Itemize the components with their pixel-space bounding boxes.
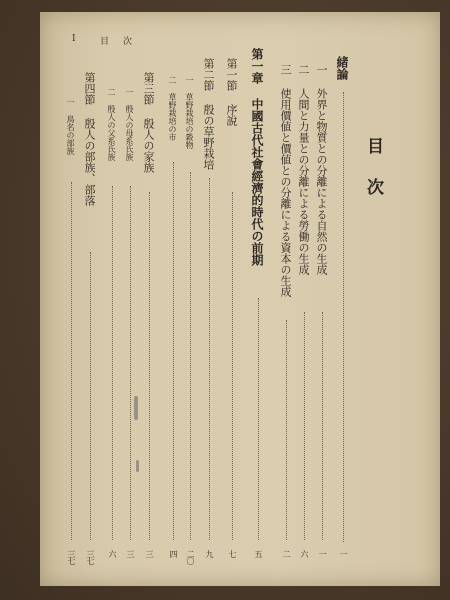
toc-entry-section-2-2 [168, 76, 176, 141]
toc-page-number: 二 [282, 550, 291, 557]
toc-page-number: 六 [300, 550, 309, 557]
toc-entry-label: 一 草野栽培の穀物 [185, 76, 194, 149]
pencil-mark [136, 460, 139, 472]
toc-title: 目次 [363, 137, 383, 219]
toc-page-number: 三 [126, 550, 135, 557]
toc-entry-label: 二 人間と力量との分離による勞働の生成 [297, 64, 310, 275]
toc-entry-intro-1 [316, 64, 327, 275]
toc-leader [304, 312, 305, 540]
toc-entry-section-2 [203, 58, 214, 170]
toc-leader [322, 312, 323, 540]
toc-page-number: 三 [145, 550, 154, 557]
toc-page-number: 七 [228, 550, 237, 557]
toc-entry-label: 三 使用價値と價値との分離による資本の生成 [279, 64, 292, 297]
toc-entry-label: 一 殷人の母系氏族 [125, 88, 134, 161]
toc-leader [112, 186, 113, 540]
toc-entry-label: 一 外界と物質との分離による自然の生成 [315, 64, 328, 275]
toc-entry-label: 第四節 殷人の部族、部落 [83, 72, 96, 206]
toc-entry-chapter-1 [251, 48, 263, 266]
toc-entry-section-4 [84, 72, 95, 206]
toc-entry-label: 第二節 殷の草野栽培 [202, 58, 215, 170]
toc-leader [130, 186, 131, 540]
toc-entry-label: 二 草野栽培の市 [168, 76, 177, 141]
toc-page-number: 三七 [67, 550, 76, 564]
page-number: I [72, 34, 76, 44]
toc-entry-section-1 [226, 58, 237, 126]
toc-leader [173, 162, 174, 540]
pencil-mark [134, 396, 138, 420]
toc-leader [209, 178, 210, 540]
toc-entry-label: 一 鳥名の部族 [66, 98, 75, 155]
toc-entry-section-4-1 [66, 98, 74, 155]
toc-page-number: 一 [339, 550, 348, 557]
book-page [40, 12, 440, 586]
toc-page-number: 六 [108, 550, 117, 557]
toc-leader [343, 92, 344, 542]
toc-leader [190, 172, 191, 540]
toc-entry-label: 二 殷人の父系氏族 [107, 88, 116, 161]
toc-entry-section-2-1 [185, 76, 193, 149]
toc-page-number: 四 [169, 550, 178, 557]
toc-page-number: 二〇 [186, 550, 195, 564]
toc-leader [149, 192, 150, 540]
toc-entry-section-3-1 [125, 88, 133, 161]
toc-leader [258, 298, 259, 540]
toc-entry-intro-2 [298, 64, 309, 275]
toc-leader [232, 192, 233, 540]
toc-entry-section-3-2 [107, 88, 115, 161]
toc-page-number: 一 [318, 550, 327, 557]
toc-leader [90, 252, 91, 540]
running-header: 目次 [100, 37, 147, 47]
toc-leader [286, 320, 287, 540]
toc-leader [71, 182, 72, 540]
toc-page-number: 三七 [86, 550, 95, 564]
toc-page-number: 五 [254, 550, 263, 557]
toc-entry-introduction [336, 56, 348, 80]
toc-entry-label: 第三節 殷人の家族 [142, 72, 155, 173]
toc-entry-label: 緒論 [335, 56, 349, 80]
toc-entry-label: 第一章 中國古代社會經濟的時代の前期 [250, 48, 264, 266]
toc-entry-section-3 [143, 72, 154, 173]
toc-entry-label: 第一節 序說 [225, 58, 238, 126]
toc-page-number: 九 [205, 550, 214, 557]
toc-entry-intro-3 [280, 64, 291, 297]
